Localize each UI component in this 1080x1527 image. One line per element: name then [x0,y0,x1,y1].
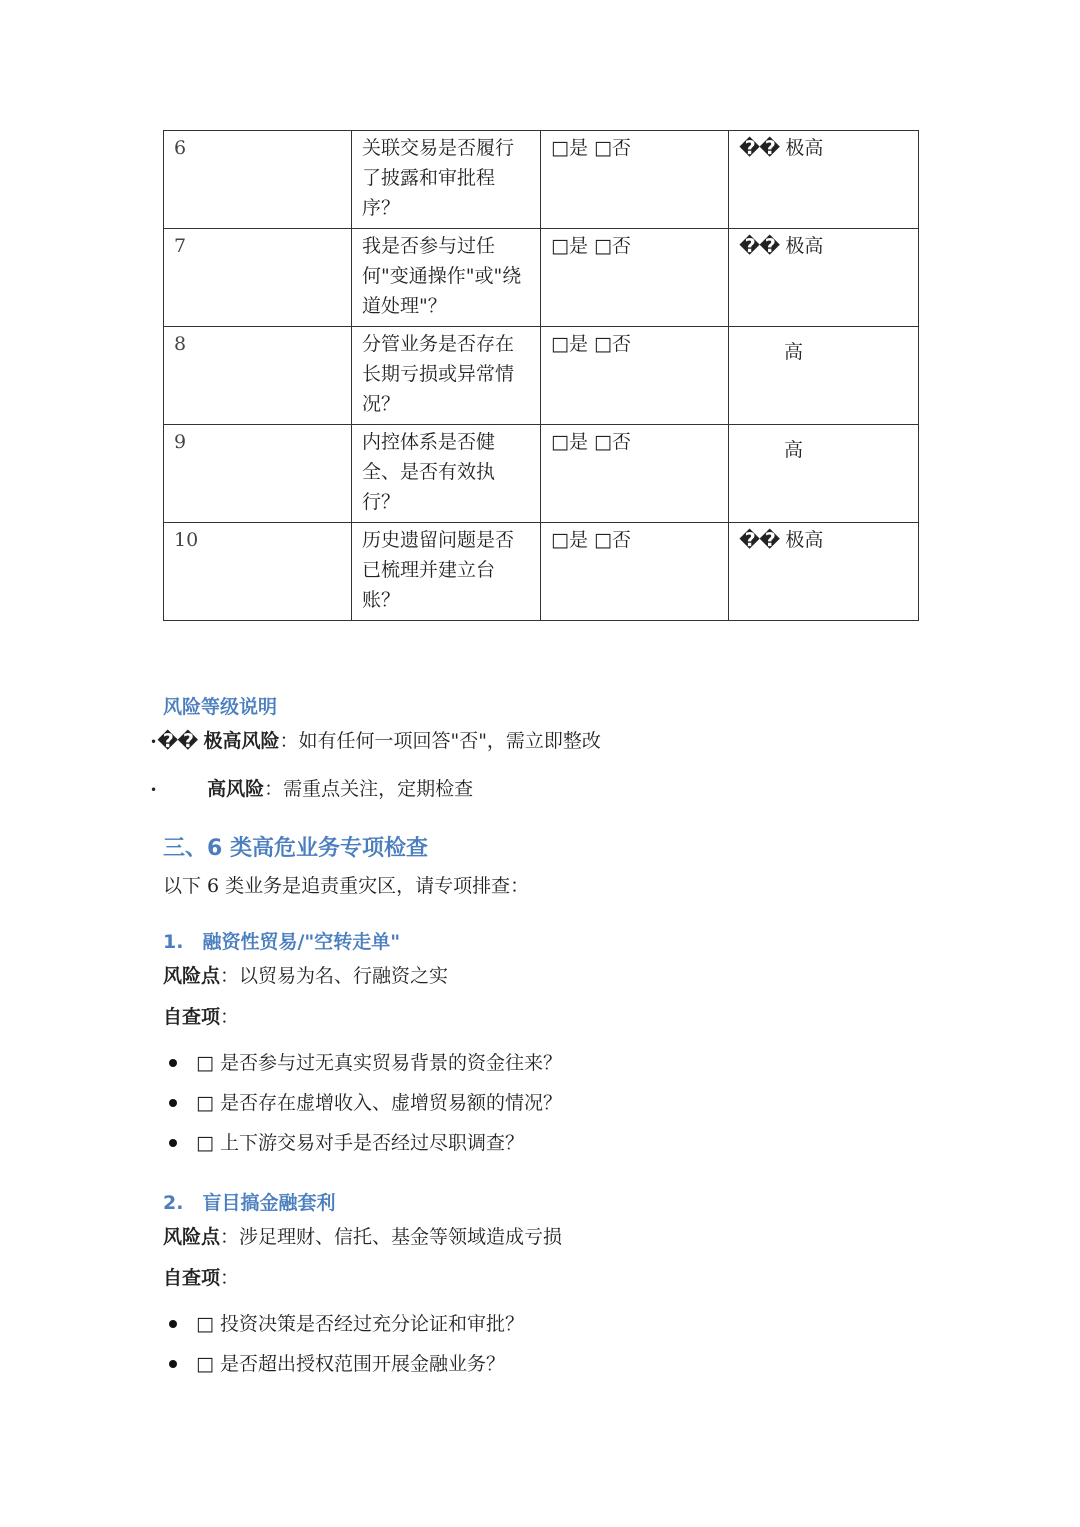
row-question: 内控体系是否健全、是否有效执行？ [352,425,541,523]
bullet: • [150,783,158,797]
risk-level-text: 高 [784,439,804,461]
subsection-heading: 2. 盲目搞金融套利 [163,1192,336,1214]
check-item-text: □ 投资决策是否经过充分论证和审批？ [196,1313,524,1335]
risk-point-line [163,1223,562,1251]
risk-levels-heading: 风险等级说明 [163,696,278,718]
risk-level-text: 极高 [785,235,824,257]
risk-level-text: 极高 [785,529,824,551]
risk-level-text: 高 [784,341,804,363]
risk-level-item-high [150,775,473,804]
row-question: 分管业务是否存在长期亏损或异常情况？ [352,327,541,425]
colon: ： [220,1006,240,1028]
row-risk-level [729,425,919,523]
bullet-dot [169,1139,177,1147]
risk-level-text: 极高 [785,137,824,159]
table-row [164,425,919,523]
row-risk-level [729,131,919,229]
bullet-dot [169,1360,177,1368]
row-number: 6 [164,131,352,229]
row-options[interactable]: □是 □否 [541,131,729,229]
check-items-label: 自查项 [163,1267,221,1289]
bullet-dot [169,1059,177,1067]
risk-marker-icon: �� [739,137,780,159]
check-items-label-line [163,1003,239,1031]
bullet-dot [169,1099,177,1107]
row-risk-level [729,523,919,621]
table-row [164,229,919,327]
check-items-label-line [163,1264,239,1292]
risk-marker-icon: �� [157,730,198,752]
risk-marker-icon: �� [739,235,780,257]
row-options[interactable]: □是 □否 [541,523,729,621]
colon: ： [220,1267,240,1289]
row-question: 历史遗留问题是否已梳理并建立台账？ [352,523,541,621]
list-item[interactable] [163,1344,524,1384]
check-item-text: □ 是否存在虚增收入、虚增贸易额的情况？ [196,1092,562,1114]
risk-point-text: ：以贸易为名、行融资之实 [220,965,449,987]
list-item[interactable] [163,1123,562,1163]
risk-level-desc: ：需重点关注，定期检查 [264,778,474,800]
risk-level-label: 极高风险 [203,730,280,752]
table-row [164,327,919,425]
check-item-text: □ 是否参与过无真实贸易背景的资金往来？ [196,1052,562,1074]
risk-level-desc: ：如有任何一项回答"否"，需立即整改 [279,730,601,752]
row-question: 我是否参与过任何"变通操作"或"绕道处理"？ [352,229,541,327]
bullet-dot [169,1320,177,1328]
risk-point-label: 风险点 [163,1226,221,1248]
risk-checklist-table [163,130,919,621]
risk-point-text: ：涉足理财、信托、基金等领域造成亏损 [220,1226,563,1248]
risk-level-label: 高风险 [207,778,265,800]
subsection-heading: 1. 融资性贸易/"空转走单" [163,931,401,953]
row-risk-level [729,327,919,425]
risk-point-label: 风险点 [163,965,221,987]
list-item[interactable] [163,1304,524,1344]
row-question: 关联交易是否履行了披露和审批程序？ [352,131,541,229]
row-options[interactable]: □是 □否 [541,425,729,523]
row-number: 8 [164,327,352,425]
risk-marker-icon: �� [739,529,780,551]
check-item-text: □ 是否超出授权范围开展金融业务？ [196,1353,505,1375]
row-options[interactable]: □是 □否 [541,229,729,327]
checklist [163,1043,562,1163]
table-row [164,131,919,229]
section-heading: 三、6 类高危业务专项检查 [163,836,428,861]
check-items-label: 自查项 [163,1006,221,1028]
checklist [163,1304,524,1384]
bullet: • [150,735,158,749]
section-intro: 以下 6 类业务是追责重灾区，请专项排查： [163,875,530,897]
risk-level-item-extreme [150,727,601,756]
row-risk-level [729,229,919,327]
row-number: 9 [164,425,352,523]
table-row [164,523,919,621]
check-item-text: □ 上下游交易对手是否经过尽职调查？ [196,1132,524,1154]
row-number: 7 [164,229,352,327]
row-options[interactable]: □是 □否 [541,327,729,425]
list-item[interactable] [163,1083,562,1123]
risk-point-line [163,962,448,990]
row-number: 10 [164,523,352,621]
list-item[interactable] [163,1043,562,1083]
